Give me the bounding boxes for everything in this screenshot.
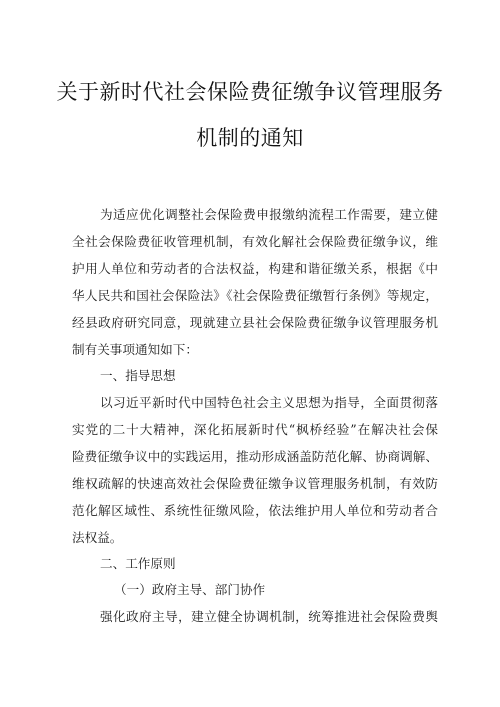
section-1-line-5: 范化解区域性、系统性征缴风险，依法维护用人单位和劳动者合	[72, 503, 438, 518]
intro-line-6: 制有关事项通知如下：	[72, 342, 198, 357]
section-1-line-2: 实党的二十大精神，深化拓展新时代“枫桥经验”在解决社会保	[72, 422, 438, 437]
section-1-line-6: 法权益。	[72, 530, 123, 545]
section-1-line-4: 维权疏解的快速高效社会保险费征缴争议管理服务机制，有效防	[72, 476, 438, 491]
intro-line-4: 华人民共和国社会保险法》《社会保险费征缴暂行条例》等规定，	[72, 288, 438, 303]
intro-line-2: 全社会保险费征收管理机制，有效化解社会保险费征缴争议，维	[72, 234, 438, 249]
section-2-heading: 二、工作原则	[100, 556, 176, 571]
section-1-line-1: 以习近平新时代中国特色社会主义思想为指导，全面贯彻落	[100, 395, 438, 410]
intro-line-1: 为适应优化调整社会保险费申报缴纳流程工作需要，建立健	[100, 207, 438, 222]
document-title-line-2: 机制的通知	[196, 126, 304, 150]
document-title-line-1: 关于新时代社会保险费征缴争议管理服务	[56, 80, 444, 104]
section-1-line-3: 险费征缴争议中的实践运用，推动形成涵盖防范化解、协商调解、	[72, 449, 438, 464]
intro-line-3: 护用人单位和劳动者的合法权益，构建和谐征缴关系，根据《中	[72, 261, 438, 276]
section-2-line-1: 强化政府主导，建立健全协调机制，统筹推进社会保险费舆	[100, 609, 438, 624]
intro-line-5: 经县政府研究同意，现就建立县社会保险费征缴争议管理服务机	[72, 315, 438, 330]
section-1-heading: 一、指导思想	[100, 368, 176, 383]
section-2-subheading-1: （一）政府主导、部门协作	[114, 582, 266, 597]
